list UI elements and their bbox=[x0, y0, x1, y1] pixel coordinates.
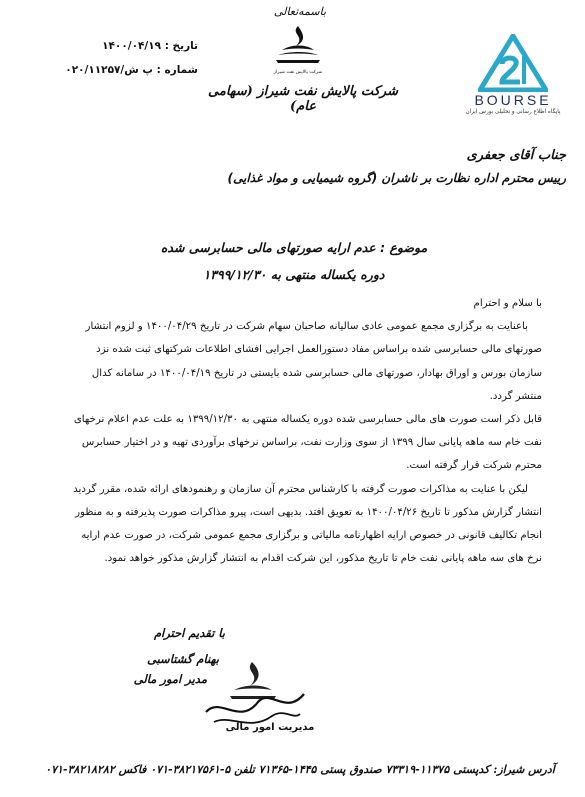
addressee-title: رییس محترم اداره نظارت بر ناشران (گروه شیمیایی و مواد غذایی) bbox=[227, 171, 566, 185]
stamp-text: مدیریت امور مالی bbox=[225, 722, 315, 733]
closing-greeting: با تقدیم احترام bbox=[153, 626, 225, 640]
logo-caption: شرکت پالایش نفت شیراز bbox=[273, 70, 323, 75]
signer-name: بهنام گشتاسبی bbox=[147, 652, 219, 666]
bourse-watermark bbox=[453, 34, 573, 115]
subject-line-2: دوره یکساله منتهی به ۱۳۹۹/۱۲/۳۰ bbox=[203, 267, 385, 282]
letter-body bbox=[72, 292, 542, 570]
bourse-word: BOURSE bbox=[474, 92, 552, 108]
bourse-logo-icon bbox=[478, 34, 548, 92]
company-logo bbox=[262, 22, 334, 75]
subject-line-1: موضوع : عدم ارایه صورتهای مالی حسابرسی شده bbox=[160, 240, 428, 255]
body-greeting: با سلام و احترام bbox=[473, 298, 542, 309]
body-paragraph-1: باعنایت به برگزاری مجمع عمومی عادی سالیانه صاحبان سهام شرکت در تاریخ ۱۴۰۰/۰۴/۲۹ و لزوم انتشار صورتهای مالی حسابرسی شده براساس مفاد دستورالعمل اجرایی افشای اطلاعات شرکتهای ثبت شده نزد سازمان بورس و اوراق بهادار، صورتهای مالی حسابرسی شده بایستی در تاریخ ۱۴۰۰/۰۴/۱۹ در سامانه کدال منتشر گردد. bbox=[85, 321, 542, 402]
body-paragraph-2: قابل ذکر است صورت های مالی حسابرسی شده دوره یکساله منتهی به ۱۳۹۹/۱۲/۳۰ به علت عدم اعلام نرخهای نفت خام سه ماهه پایانی سال ۱۳۹۹ از سوی وزارت نفت، براساس نرخهای برآوردی تهیه و در اختیار حسابرس محترم شرکت قرار گرفته است. bbox=[73, 414, 542, 472]
signer-role: مدیر امور مالی bbox=[133, 672, 207, 686]
subject-block bbox=[120, 234, 468, 288]
number-value: پ ش/۰۲۰/۱۱۲۵۷ bbox=[65, 64, 153, 76]
number-label: شماره : bbox=[156, 64, 198, 76]
date-row bbox=[78, 34, 198, 58]
number-row bbox=[65, 58, 198, 82]
date-value: ۱۴۰۰/۰۴/۱۹ bbox=[102, 40, 162, 52]
addressee-name: جناب آقای جعفری bbox=[466, 148, 566, 163]
footer-address: آدرس شیراز: کدپستی ۱۱۳۷۵-۷۳۳۱۹ صندوق پستی ۱۴۴۵-۷۱۳۶۵ تلفن ۵-۳۸۲۱۷۵۶۱-۰۷۱ فاکس ۳۸۲۱۸۲۸۲-۰۷۱ bbox=[45, 763, 555, 776]
body-paragraph-3: لیکن با عنایت به مذاکرات صورت گرفته با کارشناس محترم آن سازمان و رهنمودهای ارائه شده، مقرر گردید انتشار گزارش مذکور تا تاریخ ۱۴۰۰/۰۴/۲۶ به تعویق افتد. بدیهی است، پیرو مذاکرات صورت پذیرفته و به منظور انجام تکالیف قانونی در خصوص ارایه اظهارنامه مالیاتی و برگزاری مجمع عمومی شرکت، در صورت عدم ارایه نرخ های سه ماهه پایانی نفت خام تا تاریخ مذکور، این شرکت اقدام به انتشار گزارش مذکور خواهد نمود. bbox=[73, 483, 542, 565]
letter-meta bbox=[65, 34, 198, 82]
date-label: تاریخ : bbox=[164, 40, 198, 52]
addressee-block bbox=[46, 148, 566, 185]
bourse-caption: پایگاه اطلاع رسانی و تحلیلی بورس ایران bbox=[465, 109, 561, 115]
bismillah-text: باسمه‌تعالی bbox=[273, 5, 327, 18]
refinery-logo-icon bbox=[268, 22, 328, 68]
company-name: شرکت پالایش نفت شیراز (سهامی عام) bbox=[208, 84, 398, 114]
